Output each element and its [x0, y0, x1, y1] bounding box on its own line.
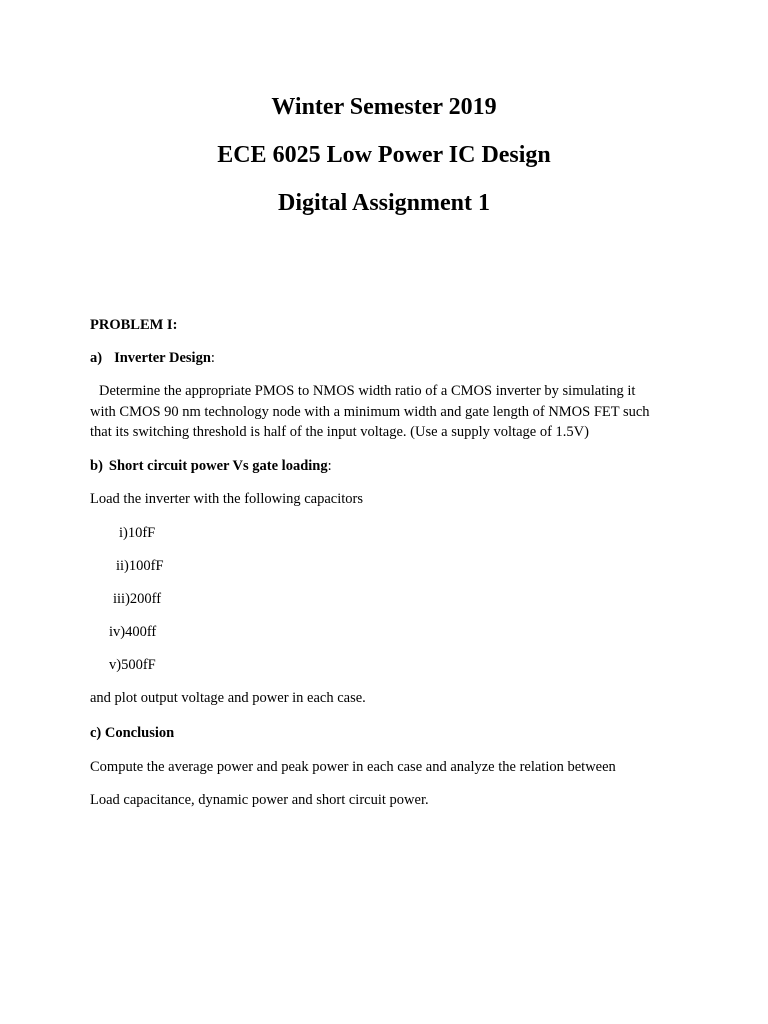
- part-a-heading: [90, 348, 690, 369]
- part-b-outro: and plot output voltage and power in each case.: [90, 690, 366, 706]
- part-b-intro: Load the inverter with the following capacitors: [90, 491, 363, 507]
- semester-title: Winter Semester 2019: [271, 94, 497, 120]
- part-b-title-suffix: :: [327, 458, 332, 474]
- part-b-heading: [90, 456, 690, 477]
- part-a-text-line: that its switching threshold is half of the input voltage. (Use a supply voltage of 1.5V): [90, 424, 589, 440]
- part-a-description: [90, 381, 690, 443]
- part-b-title: Short circuit power Vs gate loading: [108, 458, 328, 474]
- capacitor-item: i)10fF: [119, 525, 156, 541]
- course-title: ECE 6025 Low Power IC Design: [217, 142, 551, 168]
- part-c-line: Load capacitance, dynamic power and short circuit power.: [90, 792, 429, 808]
- part-a-title-suffix: :: [210, 350, 215, 366]
- capacitor-item: ii)100fF: [116, 558, 164, 574]
- part-a-title: Inverter Design: [114, 350, 211, 366]
- assignment-title: Digital Assignment 1: [277, 190, 490, 216]
- part-b-marker: b): [90, 458, 103, 474]
- capacitor-item: iii)200ff: [113, 591, 162, 607]
- part-c-line: Compute the average power and peak power in each case and analyze the relation between: [90, 759, 616, 775]
- part-a-text-line: Determine the appropriate PMOS to NMOS width ratio of a CMOS inverter by simulating it: [99, 383, 636, 399]
- capacitor-item: v)500fF: [109, 657, 156, 673]
- capacitor-item: iv)400ff: [109, 624, 157, 640]
- part-a-marker: a): [90, 350, 103, 366]
- part-c-heading: c) Conclusion: [90, 725, 175, 741]
- part-a-text-line: with CMOS 90 nm technology node with a minimum width and gate length of NMOS FET such: [90, 403, 650, 420]
- problem-heading: PROBLEM I:: [90, 317, 178, 333]
